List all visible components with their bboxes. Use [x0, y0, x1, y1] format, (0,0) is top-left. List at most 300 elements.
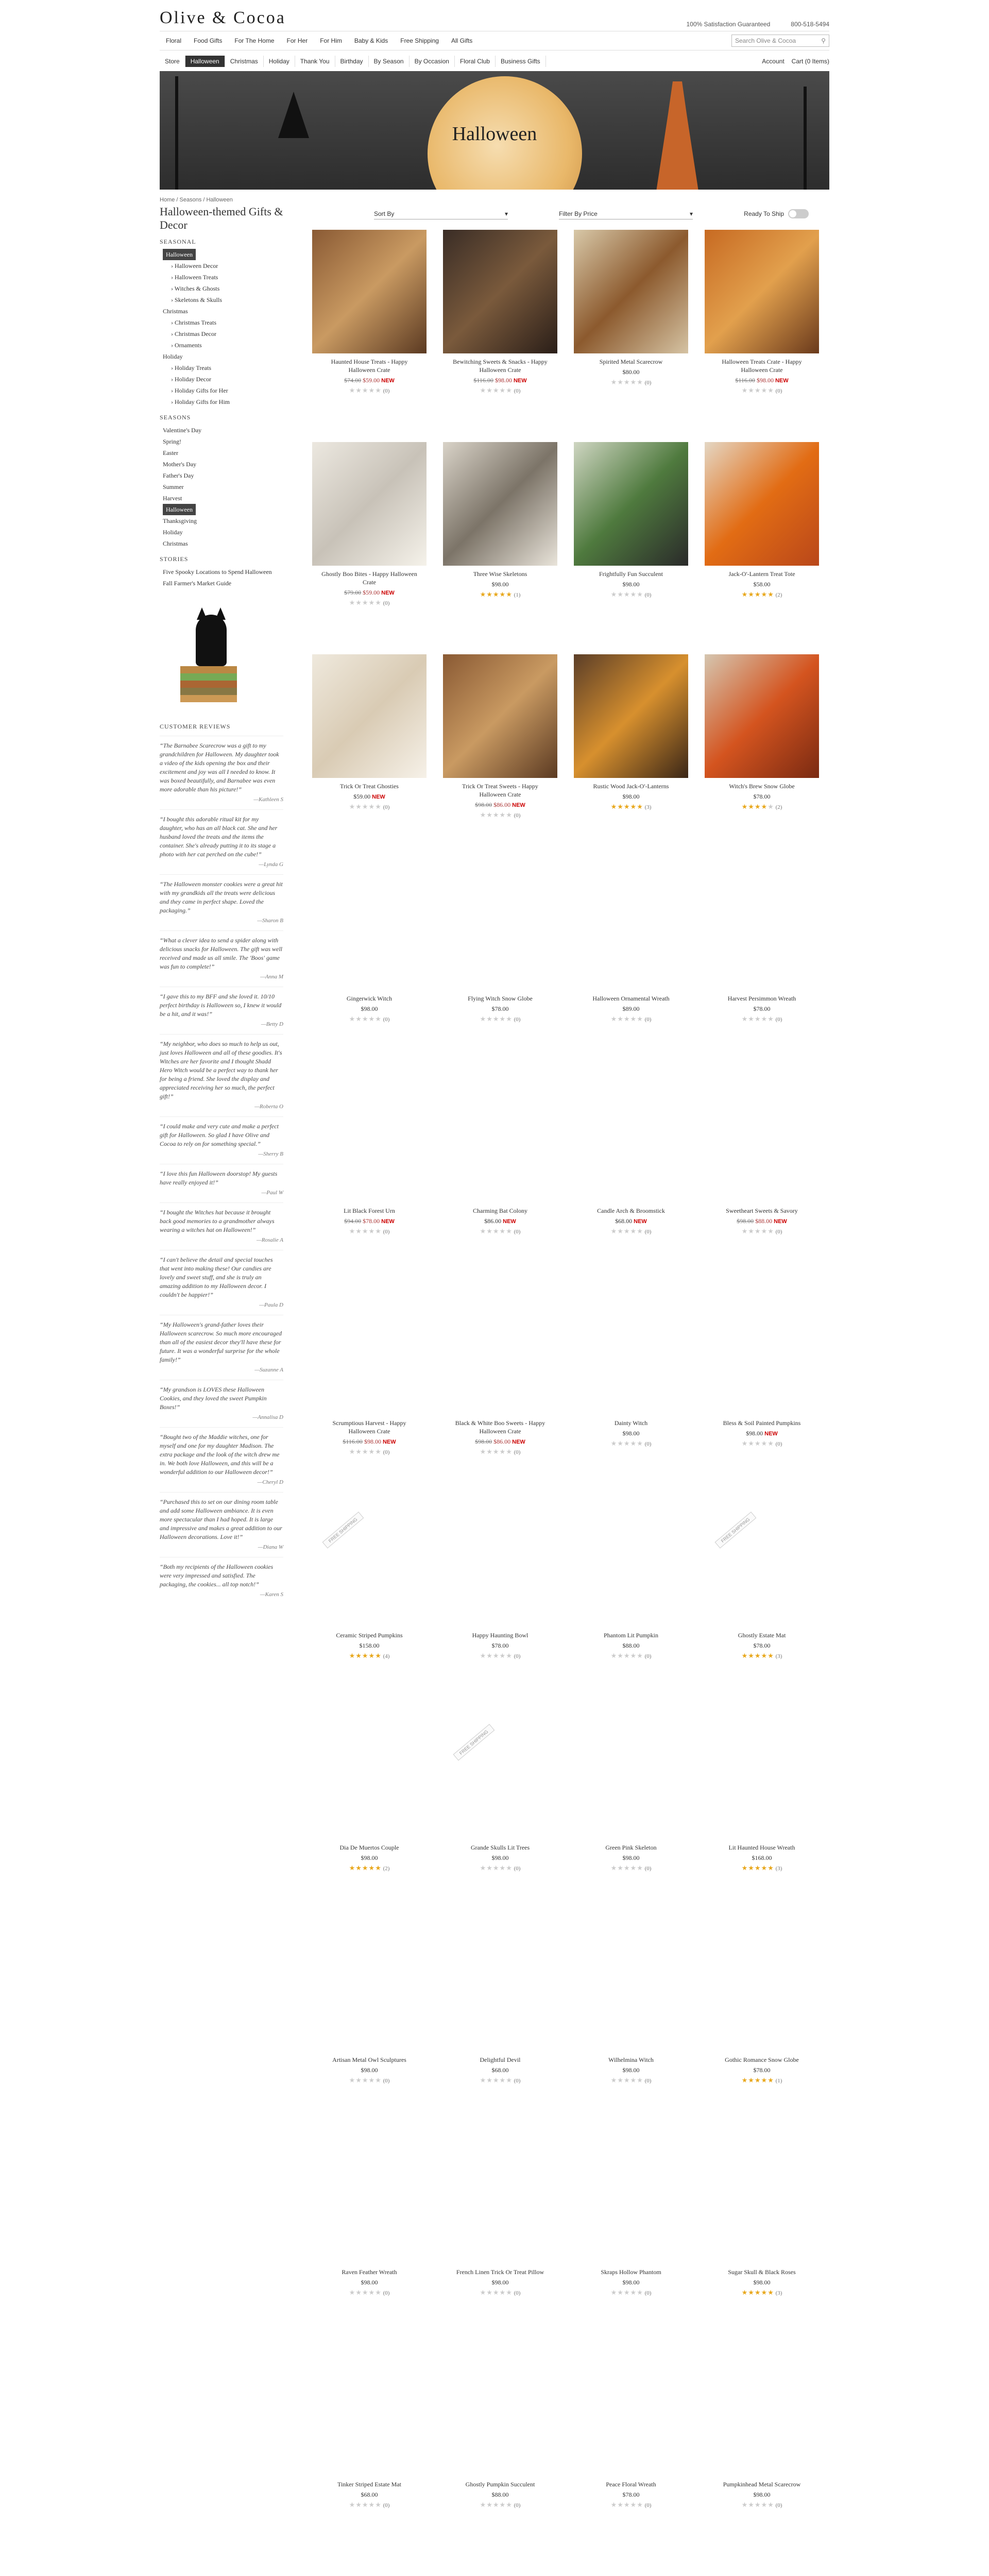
product-card[interactable]: [443, 2352, 557, 2565]
sidebar-season[interactable]: Easter: [163, 449, 178, 456]
product-card[interactable]: [443, 1291, 557, 1503]
product-image[interactable]: [705, 2565, 819, 2576]
star-icon: ★: [480, 1652, 487, 1659]
current-price: $98.00: [361, 2279, 378, 2286]
current-price: $98.00: [622, 1854, 640, 1861]
product-card[interactable]: [574, 1291, 688, 1503]
product-name[interactable]: Pumpkinhead Metal Scarecrow: [723, 2481, 801, 2488]
product-card[interactable]: [443, 2565, 557, 2576]
star-icon: ★: [637, 1439, 643, 1447]
product-image[interactable]: [312, 230, 427, 353]
sidebar-subitem[interactable]: › Holiday Gifts for Him: [171, 398, 230, 405]
product-image[interactable]: [312, 2140, 427, 2264]
product-image[interactable]: [443, 867, 557, 990]
product-image[interactable]: [312, 867, 427, 990]
sidebar-subitem[interactable]: › Holiday Treats: [171, 364, 211, 371]
star-icon: ★: [637, 378, 643, 386]
product-price: [312, 2279, 427, 2286]
product-card[interactable]: [312, 867, 427, 1079]
subnav-item-holiday[interactable]: Holiday: [264, 56, 295, 67]
star-rating: [705, 1864, 819, 1872]
star-icon: ★: [748, 1439, 755, 1447]
product-price: [574, 1217, 688, 1225]
sidebar-season[interactable]: Valentine's Day: [163, 427, 202, 434]
black-cat-illustration: [175, 604, 247, 702]
star-icon: ★: [741, 1227, 748, 1235]
product-name[interactable]: Ceramic Striped Pumpkins: [336, 1632, 403, 1639]
sidebar-subitem[interactable]: › Christmas Decor: [171, 330, 216, 337]
product-card[interactable]: [312, 1079, 427, 1291]
sidebar-season[interactable]: Holiday: [163, 529, 183, 536]
nav-item-food-gifts[interactable]: Food Gifts: [194, 37, 223, 44]
product-image[interactable]: [443, 230, 557, 353]
product-card[interactable]: [312, 2140, 427, 2352]
product-name[interactable]: Wilhelmina Witch: [608, 2056, 654, 2063]
star-icon: ★: [368, 1864, 376, 1872]
sidebar-story[interactable]: Fall Farmer's Market Guide: [163, 580, 232, 587]
product-name[interactable]: Ghostly Boo Bites - Happy Halloween Crate: [321, 570, 417, 586]
star-icon: ★: [754, 590, 761, 598]
product-card[interactable]: [705, 230, 819, 442]
product-name[interactable]: Sweetheart Sweets & Savory: [726, 1207, 798, 1214]
product-image[interactable]: [574, 867, 688, 990]
product-card[interactable]: [443, 442, 557, 654]
page-title: Halloween-themed Gifts & Decor: [160, 205, 283, 231]
product-image[interactable]: [312, 654, 427, 778]
star-rating: [312, 1015, 427, 1023]
product-card[interactable]: [574, 867, 688, 1079]
product-card[interactable]: [443, 2140, 557, 2352]
sidebar-subitem[interactable]: › Halloween Decor: [171, 262, 218, 269]
cart-link[interactable]: Cart (0 Items): [791, 58, 829, 65]
star-icon: ★: [617, 378, 624, 386]
product-card[interactable]: [443, 1079, 557, 1291]
sidebar-group[interactable]: Holiday: [163, 353, 183, 360]
current-price: $158.00: [359, 1642, 380, 1649]
sidebar-group[interactable]: Christmas: [163, 308, 188, 315]
product-image[interactable]: [443, 2352, 557, 2476]
product-price: [312, 793, 427, 801]
product-card[interactable]: [574, 442, 688, 654]
product-image[interactable]: [705, 2140, 819, 2264]
product-name[interactable]: French Linen Trick Or Treat Pillow: [456, 2268, 544, 2276]
product-name[interactable]: Sugar Skull & Black Roses: [728, 2268, 796, 2276]
product-price: [705, 1430, 819, 1437]
star-rating: [574, 2501, 688, 2509]
subnav-item-floral-club[interactable]: Floral Club: [455, 56, 496, 67]
product-image[interactable]: [443, 1503, 557, 1627]
search-icon[interactable]: ⚲: [821, 37, 826, 44]
star-icon: ★: [349, 1448, 356, 1455]
product-price: [705, 1642, 819, 1650]
product-card[interactable]: [574, 1503, 688, 1716]
sidebar-subitem[interactable]: › Ornaments: [171, 342, 202, 349]
product-image[interactable]: [705, 1503, 819, 1627]
star-icon: ★: [741, 590, 748, 598]
star-icon: ★: [761, 590, 768, 598]
product-card[interactable]: [705, 1716, 819, 1928]
sidebar-season[interactable]: Thanksgiving: [163, 517, 197, 524]
product-image[interactable]: [705, 867, 819, 990]
account-link[interactable]: Account: [762, 58, 785, 65]
product-name[interactable]: Witch's Brew Snow Globe: [729, 783, 795, 790]
star-icon: ★: [506, 2289, 513, 2296]
review-count: (1): [774, 2078, 782, 2084]
product-card[interactable]: [312, 1928, 427, 2140]
product-image[interactable]: [312, 2565, 427, 2576]
product-image[interactable]: [574, 2352, 688, 2476]
star-icon: ★: [748, 1227, 755, 1235]
product-name[interactable]: Harvest Persimmon Wreath: [727, 995, 796, 1002]
product-card[interactable]: [574, 2565, 688, 2576]
nav-item-free-shipping[interactable]: Free Shipping: [400, 37, 439, 44]
review-count: (0): [512, 1866, 521, 1872]
product-image[interactable]: [705, 230, 819, 353]
sidebar-season[interactable]: Halloween: [163, 504, 196, 515]
product-card[interactable]: [705, 1291, 819, 1503]
subnav-item-business-gifts[interactable]: Business Gifts: [496, 56, 546, 67]
product-card[interactable]: [705, 1928, 819, 2140]
product-name[interactable]: Phantom Lit Pumpkin: [603, 1632, 658, 1639]
review-author: —Betty D: [261, 1021, 283, 1027]
star-rating: [443, 2289, 557, 2297]
star-icon: ★: [630, 590, 637, 598]
product-card[interactable]: [312, 654, 427, 867]
review-count: (0): [381, 1016, 390, 1023]
star-icon: ★: [375, 1864, 382, 1872]
sidebar-season[interactable]: Spring!: [163, 438, 181, 445]
product-card[interactable]: [574, 2140, 688, 2352]
review-count: (0): [512, 2290, 521, 2296]
product-image[interactable]: [443, 1716, 557, 1839]
star-icon: ★: [492, 1652, 500, 1659]
sidebar-group[interactable]: Halloween: [163, 249, 196, 260]
star-icon: ★: [768, 2501, 774, 2509]
sale-price: $98.00: [494, 377, 512, 384]
product-name[interactable]: Scrumptious Harvest - Happy Halloween Crate: [332, 1419, 406, 1435]
star-rating: [312, 803, 427, 811]
search-placeholder: Search Olive & Cocoa: [735, 37, 796, 44]
sidebar-subitem[interactable]: › Holiday Gifts for Her: [171, 387, 228, 394]
sidebar-story[interactable]: Five Spooky Locations to Spend Halloween: [163, 568, 272, 575]
star-icon: ★: [741, 1864, 748, 1872]
product-image[interactable]: [705, 1928, 819, 2052]
sidebar-subitem[interactable]: › Skeletons & Skulls: [171, 296, 223, 303]
product-image[interactable]: [312, 1716, 427, 1839]
sale-price: $59.00: [363, 589, 380, 596]
original-price: $98.00: [737, 1217, 754, 1225]
breadcrumb[interactable]: Home / Seasons / Halloween: [160, 197, 233, 203]
original-price: $94.00: [344, 1217, 362, 1225]
subnav-item-halloween[interactable]: Halloween: [185, 56, 225, 67]
product-name[interactable]: Trick Or Treat Sweets - Happy Halloween Crate: [462, 783, 538, 798]
product-name[interactable]: Lit Black Forest Urn: [344, 1207, 395, 1214]
price-filter-dropdown[interactable]: Filter By Price ▾: [559, 209, 693, 219]
product-image[interactable]: [443, 1928, 557, 2052]
product-name[interactable]: Three Wise Skeletons: [473, 570, 527, 578]
product-image[interactable]: [574, 2565, 688, 2576]
product-card[interactable]: [574, 1079, 688, 1291]
product-image[interactable]: [705, 2352, 819, 2476]
product-price: [705, 1854, 819, 1862]
product-image[interactable]: [443, 654, 557, 778]
product-name[interactable]: Delightful Devil: [480, 2056, 521, 2063]
star-icon: ★: [362, 1227, 369, 1235]
product-image[interactable]: [443, 442, 557, 566]
product-name[interactable]: Rustic Wood Jack-O'-Lanterns: [593, 783, 669, 790]
current-price: $98.00: [622, 793, 640, 800]
product-name[interactable]: Halloween Ornamental Wreath: [592, 995, 670, 1002]
star-rating: [443, 1448, 557, 1456]
subnav-item-thank-you[interactable]: Thank You: [295, 56, 335, 67]
product-image[interactable]: [312, 1928, 427, 2052]
star-icon: ★: [368, 803, 376, 810]
product-name[interactable]: Haunted House Treats - Happy Halloween Crate: [331, 358, 408, 374]
phone-number[interactable]: 800-518-5494: [791, 21, 829, 28]
product-image[interactable]: [705, 654, 819, 778]
product-name[interactable]: Dia De Muertos Couple: [339, 1844, 399, 1851]
product-card[interactable]: [574, 654, 688, 867]
star-icon: ★: [486, 2289, 493, 2296]
sidebar-subitem[interactable]: › Halloween Treats: [171, 274, 218, 281]
product-image[interactable]: [705, 442, 819, 566]
star-rating: [574, 1015, 688, 1023]
product-name[interactable]: Skraps Hollow Phantom: [601, 2268, 661, 2276]
review-author: —Suzanne A: [254, 1367, 283, 1373]
product-image[interactable]: [574, 2140, 688, 2264]
nav-item-for-her[interactable]: For Her: [286, 37, 308, 44]
product-image[interactable]: [443, 2565, 557, 2576]
sidebar-season[interactable]: Summer: [163, 483, 184, 490]
star-icon: ★: [623, 378, 630, 386]
product-name[interactable]: Trick Or Treat Ghosties: [340, 783, 399, 790]
ready-to-ship-toggle[interactable]: [788, 209, 809, 218]
new-badge: NEW: [512, 1439, 525, 1445]
search-input[interactable]: [731, 35, 829, 47]
product-card[interactable]: [312, 1716, 427, 1928]
product-name[interactable]: Raven Feather Wreath: [342, 2268, 397, 2276]
sidebar-season[interactable]: Father's Day: [163, 472, 194, 479]
product-image[interactable]: [574, 654, 688, 778]
product-image[interactable]: [312, 1079, 427, 1202]
product-card[interactable]: [705, 1079, 819, 1291]
star-rating: [443, 1015, 557, 1023]
product-card[interactable]: [574, 230, 688, 442]
star-icon: ★: [637, 590, 643, 598]
current-price: $78.00: [491, 1005, 509, 1012]
product-name[interactable]: Gingerwick Witch: [346, 995, 393, 1002]
product-price: [312, 2066, 427, 2074]
nav-item-for-the-home[interactable]: For The Home: [234, 37, 275, 44]
star-icon: ★: [349, 1652, 356, 1659]
product-image[interactable]: [574, 1503, 688, 1627]
product-image[interactable]: [443, 1079, 557, 1202]
product-card[interactable]: [443, 867, 557, 1079]
review-quote: “Purchased this to set on our dining room table and add some Halloween ambiance. It is even more spectacular than I had hoped. It is large and impressive and makes a great addition to our Halloween decorations. Love it!” —Diana W: [160, 1492, 283, 1552]
product-name[interactable]: Gothic Romance Snow Globe: [725, 2056, 799, 2063]
review-count: (3): [774, 1866, 782, 1872]
sidebar-season[interactable]: Christmas: [163, 540, 188, 547]
star-icon: ★: [349, 1015, 356, 1023]
star-icon: ★: [610, 2076, 618, 2084]
product-card[interactable]: [312, 1503, 427, 1716]
nav-item-baby-kids[interactable]: Baby & Kids: [354, 37, 388, 44]
product-image[interactable]: [574, 442, 688, 566]
product-card[interactable]: [574, 1928, 688, 2140]
star-icon: ★: [610, 2289, 618, 2296]
product-card[interactable]: [443, 230, 557, 442]
sidebar-subitem[interactable]: › Holiday Decor: [171, 376, 211, 383]
nav-item-floral[interactable]: Floral: [166, 37, 182, 44]
product-name[interactable]: Ghostly Estate Mat: [738, 1632, 786, 1639]
star-icon: ★: [486, 2076, 493, 2084]
product-name[interactable]: Artisan Metal Owl Sculptures: [332, 2056, 406, 2063]
product-name[interactable]: Lit Haunted House Wreath: [728, 1844, 795, 1851]
product-price: [574, 1854, 688, 1862]
star-rating: [443, 2501, 557, 2509]
product-card[interactable]: [312, 1291, 427, 1503]
product-card[interactable]: [574, 2352, 688, 2565]
star-icon: ★: [617, 1439, 624, 1447]
nav-item-all-gifts[interactable]: All Gifts: [451, 37, 473, 44]
star-icon: ★: [630, 2501, 637, 2509]
star-rating: [312, 2289, 427, 2297]
product-price: [443, 1438, 557, 1446]
product-price: [443, 2066, 557, 2074]
review-count: (2): [774, 592, 782, 598]
product-name[interactable]: Flying Witch Snow Globe: [468, 995, 533, 1002]
product-image[interactable]: [312, 1291, 427, 1415]
sale-price: $59.00: [363, 377, 380, 384]
star-icon: ★: [768, 1439, 774, 1447]
product-area: [302, 205, 829, 2576]
product-name[interactable]: Bewitching Sweets & Snacks - Happy Halloween Crate: [453, 358, 548, 374]
current-price: $78.00: [753, 1005, 771, 1012]
product-name[interactable]: Tinker Striped Estate Mat: [337, 2481, 401, 2488]
product-card[interactable]: [574, 1716, 688, 1928]
star-rating: [443, 1227, 557, 1235]
subnav-item-store[interactable]: Store: [160, 56, 185, 67]
product-card[interactable]: [312, 2565, 427, 2576]
current-price: $58.00: [753, 581, 771, 588]
review-count: (0): [381, 2290, 390, 2296]
original-price: $79.00: [344, 589, 362, 596]
product-card[interactable]: [312, 2352, 427, 2565]
site-logo[interactable]: Olive & Cocoa: [160, 8, 286, 27]
nav-item-for-him[interactable]: For Him: [320, 37, 342, 44]
product-image[interactable]: [574, 1079, 688, 1202]
product-name[interactable]: Grande Skulls Lit Trees: [470, 1844, 530, 1851]
product-name[interactable]: Candle Arch & Broomstick: [597, 1207, 665, 1214]
product-image[interactable]: [312, 2352, 427, 2476]
product-card[interactable]: [443, 1716, 557, 1928]
current-price: $98.00: [491, 581, 509, 588]
star-icon: ★: [355, 386, 362, 394]
product-price: [443, 1217, 557, 1225]
product-card[interactable]: [443, 654, 557, 867]
product-name[interactable]: Bless & Soil Painted Pumpkins: [723, 1419, 801, 1427]
product-card[interactable]: [705, 1503, 819, 1716]
main-nav: [160, 37, 479, 44]
product-name[interactable]: Frightfully Fun Succulent: [599, 570, 663, 578]
star-rating: [312, 2076, 427, 2084]
product-image[interactable]: [705, 1291, 819, 1415]
star-icon: ★: [748, 590, 755, 598]
product-name[interactable]: Green Pink Skeleton: [605, 1844, 657, 1851]
product-image[interactable]: [574, 230, 688, 353]
product-name[interactable]: Spirited Metal Scarecrow: [599, 358, 663, 365]
sidebar-season[interactable]: Harvest: [163, 495, 182, 502]
product-card[interactable]: [705, 2565, 819, 2576]
product-card[interactable]: [443, 1928, 557, 2140]
current-price: $88.00: [491, 2491, 509, 2498]
star-icon: ★: [362, 2501, 369, 2509]
star-rating: [574, 2289, 688, 2297]
product-name[interactable]: Peace Floral Wreath: [606, 2481, 656, 2488]
subnav-item-by-occasion[interactable]: By Occasion: [410, 56, 455, 67]
product-card[interactable]: [705, 654, 819, 867]
product-image[interactable]: [574, 1928, 688, 2052]
product-card[interactable]: [705, 867, 819, 1079]
star-rating: [705, 2501, 819, 2509]
subnav-item-by-season[interactable]: By Season: [369, 56, 410, 67]
current-price: $98.00: [622, 2066, 640, 2074]
chevron-down-icon: ▾: [690, 210, 693, 217]
star-icon: ★: [349, 2289, 356, 2296]
product-name[interactable]: Ghostly Pumpkin Succulent: [465, 2481, 535, 2488]
product-card[interactable]: [443, 1503, 557, 1716]
product-name[interactable]: Jack-O'-Lantern Treat Tote: [728, 570, 795, 578]
current-price: $88.00: [622, 1642, 640, 1649]
product-card[interactable]: [705, 2352, 819, 2565]
product-name[interactable]: Dainty Witch: [614, 1419, 648, 1427]
review-quote: “Both my recipients of the Halloween cookies were very impressed and satisfied. The packaging, the cookies... all top notch!” —Karen S: [160, 1557, 283, 1599]
review-quote: “I bought the Witches hat because it brought back good memories to a grandmother always wearing a witches hat on Halloween!” —Rosalie A: [160, 1202, 283, 1245]
star-rating: [705, 1439, 819, 1448]
product-image[interactable]: [705, 1079, 819, 1202]
star-icon: ★: [630, 2289, 637, 2296]
product-image[interactable]: [443, 2140, 557, 2264]
product-name[interactable]: Charming Bat Colony: [473, 1207, 527, 1214]
product-image[interactable]: [574, 1716, 688, 1839]
sidebar-subitem[interactable]: › Witches & Ghosts: [171, 285, 220, 292]
product-card[interactable]: [705, 2140, 819, 2352]
review-count: (0): [381, 600, 390, 606]
product-image[interactable]: [312, 442, 427, 566]
product-card[interactable]: [705, 442, 819, 654]
product-card[interactable]: [312, 230, 427, 442]
current-price: $98.00: [753, 2491, 771, 2498]
sidebar-subitem[interactable]: › Christmas Treats: [171, 319, 217, 326]
product-image[interactable]: [574, 1291, 688, 1415]
sidebar-season[interactable]: Mother's Day: [163, 461, 197, 468]
sort-dropdown[interactable]: Sort By ▾: [374, 209, 508, 219]
product-image[interactable]: [705, 1716, 819, 1839]
product-image[interactable]: [312, 1503, 427, 1627]
review-count: (0): [643, 1016, 652, 1023]
product-image[interactable]: [443, 1291, 557, 1415]
product-name[interactable]: Happy Haunting Bowl: [472, 1632, 528, 1639]
product-card[interactable]: [312, 442, 427, 654]
product-name[interactable]: Halloween Treats Crate - Happy Halloween Crate: [722, 358, 802, 374]
product-name[interactable]: Black & White Boo Sweets - Happy Halloween Crate: [455, 1419, 545, 1435]
sale-price: $98.00: [756, 377, 774, 384]
subnav-item-christmas[interactable]: Christmas: [225, 56, 264, 67]
star-icon: ★: [506, 1227, 513, 1235]
star-rating: [443, 1864, 557, 1872]
subnav-item-birthday[interactable]: Birthday: [335, 56, 369, 67]
star-icon: ★: [623, 2501, 630, 2509]
